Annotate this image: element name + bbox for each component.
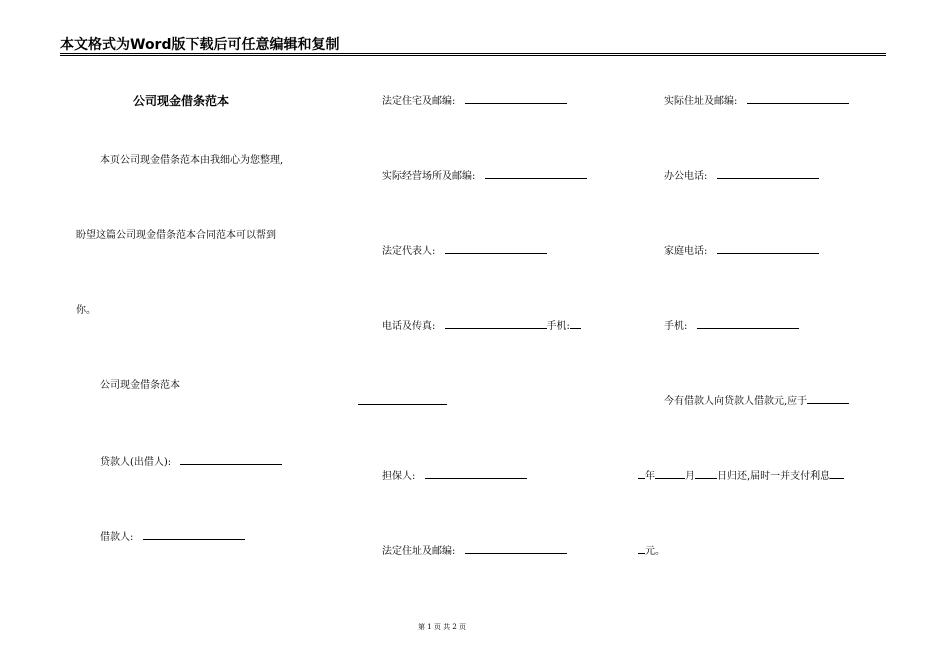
actual-address-blank[interactable] <box>747 93 849 104</box>
document-header: 本文格式为Word版下载后可任意编辑和复制 <box>60 37 340 53</box>
year-blank[interactable] <box>638 468 645 479</box>
legal-address-label: 法定住址及邮编: <box>382 546 456 557</box>
page-prefix: 第 <box>417 623 425 631</box>
continuation-blank-line[interactable] <box>358 404 447 405</box>
phone-fax-label: 电话及传真: <box>382 321 436 332</box>
day-text: 日归还,届时一并支付利息 <box>717 471 831 482</box>
legal-address-field <box>382 543 567 559</box>
month-label: 月 <box>685 471 695 482</box>
due-date-blank[interactable] <box>807 393 849 404</box>
mobile-field-col3 <box>664 318 799 334</box>
home-phone-field <box>664 243 819 259</box>
phone-fax-blank[interactable] <box>445 318 547 329</box>
intro-line-3: 你。 <box>76 305 96 316</box>
mobile-blank-col2[interactable] <box>570 318 581 329</box>
month-blank[interactable] <box>655 468 685 479</box>
loan-statement <box>664 393 849 409</box>
legal-rep-blank[interactable] <box>445 243 547 254</box>
day-blank[interactable] <box>695 468 717 479</box>
phone-fax-field <box>382 318 581 334</box>
page-current: 1 <box>427 623 432 631</box>
mobile-blank-col3[interactable] <box>697 318 799 329</box>
business-place-label: 实际经营场所及邮编: <box>382 171 476 182</box>
page-suffix: 页 <box>459 623 467 631</box>
lender-field <box>100 454 282 470</box>
interest-blank[interactable] <box>830 468 844 479</box>
page-middle: 页 共 <box>433 623 451 631</box>
borrower-blank[interactable] <box>143 529 245 540</box>
header-rule-secondary <box>60 55 886 56</box>
guarantor-blank[interactable] <box>425 468 527 479</box>
header-rule <box>60 53 886 54</box>
document-title: 公司现金借条范本 <box>133 94 230 108</box>
legal-residence-field <box>382 93 567 109</box>
yuan-text: 元。 <box>645 546 665 557</box>
page-total: 2 <box>452 623 457 631</box>
borrower-label: 借款人: <box>100 532 134 543</box>
home-phone-label: 家庭电话: <box>664 246 708 257</box>
business-place-field <box>382 168 587 184</box>
yuan-blank[interactable] <box>638 543 645 554</box>
intro-line-1: 本页公司现金借条范本由我细心为您整理, <box>100 155 284 166</box>
borrower-field <box>100 529 245 545</box>
intro-line-2: 盼望这篇公司现金借条范本合同范本可以帮到 <box>76 230 276 241</box>
legal-residence-blank[interactable] <box>465 93 567 104</box>
business-place-blank[interactable] <box>485 168 587 179</box>
legal-rep-label: 法定代表人: <box>382 246 436 257</box>
lender-label: 贷款人(出借人): <box>100 457 172 468</box>
section-subtitle: 公司现金借条范本 <box>100 380 180 391</box>
guarantor-label: 担保人: <box>382 471 416 482</box>
home-phone-blank[interactable] <box>717 243 819 254</box>
actual-address-label: 实际住址及邮编: <box>664 96 738 107</box>
guarantor-field <box>382 468 527 484</box>
mobile-label-col3: 手机: <box>664 321 688 332</box>
page-footer <box>0 622 884 632</box>
mobile-label-col2: 手机: <box>546 321 570 332</box>
yuan-statement <box>638 543 665 559</box>
office-phone-blank[interactable] <box>717 168 819 179</box>
legal-rep-field <box>382 243 547 259</box>
office-phone-label: 办公电话: <box>664 171 708 182</box>
loan-text: 今有借款人向贷款人借款元,应于 <box>664 396 808 407</box>
office-phone-field <box>664 168 819 184</box>
actual-address-field <box>664 93 849 109</box>
lender-blank[interactable] <box>180 454 282 465</box>
year-label: 年 <box>645 471 655 482</box>
repayment-statement <box>638 468 844 484</box>
legal-address-blank[interactable] <box>465 543 567 554</box>
legal-residence-label: 法定住宅及邮编: <box>382 96 456 107</box>
